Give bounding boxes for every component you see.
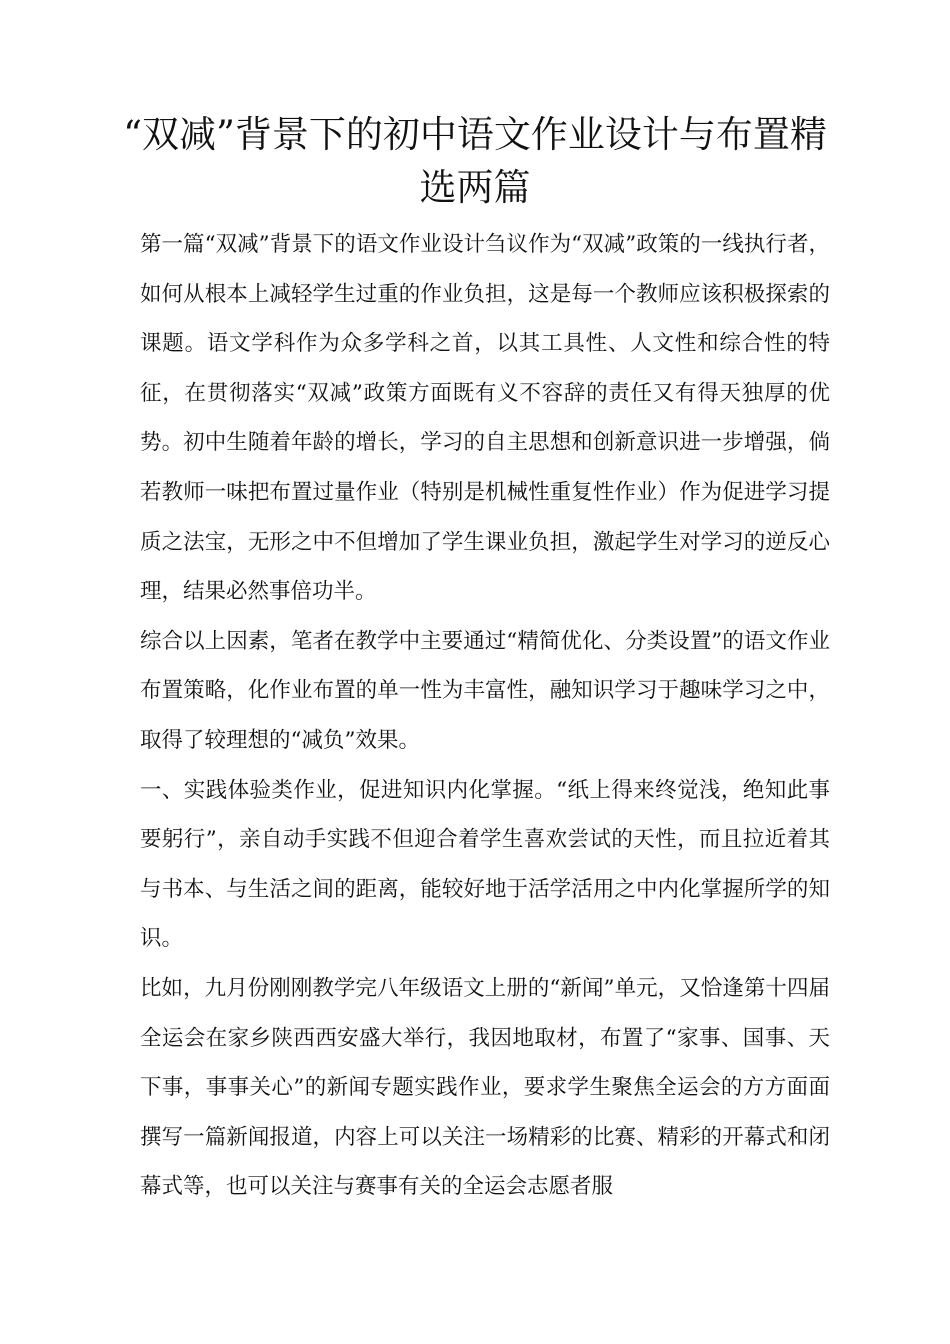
paragraph-4: 比如，九月份刚刚教学完八年级语文上册的“新闻”单元，又恰逢第十四届全运会在家乡陕西西安盛大举行，我因地取材，布置了“家事、国事、天下事，事事关心”的新闻专题实践作业，要求学生聚焦全运会的方方面面撰写一篇新闻报道，内容上可以关注一场精彩的比赛、精彩的开幕式和闭幕式等，也可以关注与赛事有关的全运会志愿者服 — [140, 975, 830, 1200]
paragraph-3: 一、实践体验类作业，促进知识内化掌握。“纸上得来终觉浅，绝知此事要躬行”，亲自动手实践不但迎合着学生喜欢尝试的天性，而且拉近着其与书本、与生活之间的距离，能较好地于活学活用之中内化掌握所学的知识。 — [140, 777, 830, 952]
paragraph-1: 第一篇“双减”背景下的语文作业设计刍议作为“双减”政策的一线执行者，如何从根本上减轻学生过重的作业负担，这是每一个教师应该积极探索的课题。语文学科作为众多学科之首，以其工具性、人文性和综合性的特征，在贯彻落实“双减”政策方面既有义不容辞的责任又有得天独厚的优势。初中生随着年龄的增长，学习的自主思想和创新意识进一步增强，倘若教师一味把布置过量作业（特别是机械性重复性作业）作为促进学习提质之法宝，无形之中不但增加了学生课业负担，激起学生对学习的逆反心理，结果必然事倍功半。 — [140, 232, 830, 605]
document-body — [140, 220, 830, 1212]
paragraph-2: 综合以上因素，笔者在教学中主要通过“精简优化、分类设置”的语文作业布置策略，化作业布置的单一性为丰富性，融知识学习于趣味学习之中，取得了较理想的“减负”效果。 — [140, 628, 830, 753]
document-title: “双减”背景下的初中语文作业设计与布置精选两篇 — [123, 113, 827, 209]
